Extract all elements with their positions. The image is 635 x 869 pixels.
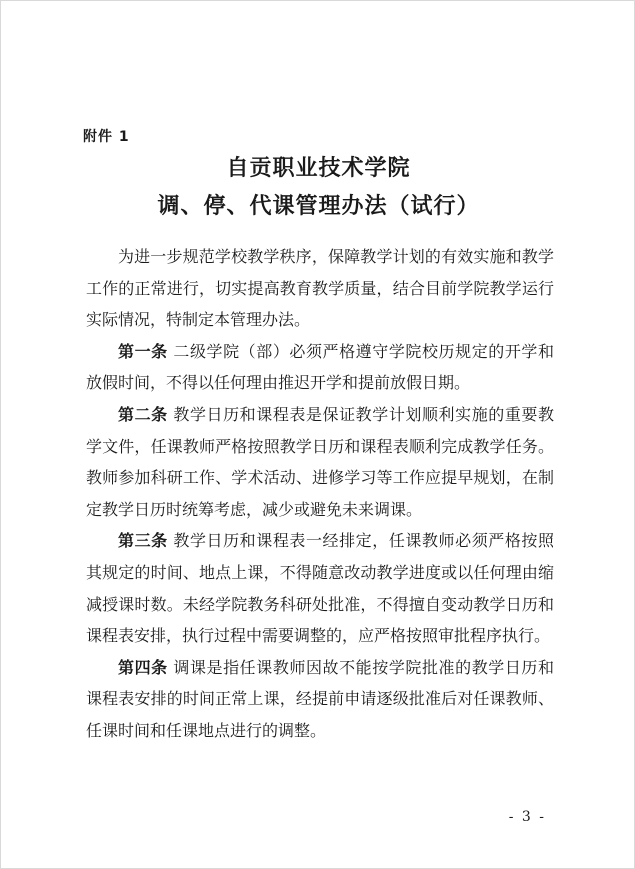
article-1-heading: 第一条	[118, 341, 168, 361]
document-body	[86, 241, 554, 747]
article-4	[86, 652, 554, 747]
article-3-heading: 第三条	[118, 531, 168, 551]
article-1-text: 二级学院（部）必须严格遵守学院校历规定的开学和放假时间，不得以任何理由推迟开学和提前放假日期。	[86, 341, 554, 393]
page-number: - 3 -	[508, 809, 546, 825]
document-title-institution: 自贡职业技术学院	[226, 155, 411, 181]
article-2	[86, 399, 554, 525]
article-1	[86, 336, 554, 399]
attachment-label: 附件 1	[83, 129, 130, 145]
article-2-text: 教学日历和课程表是保证教学计划顺利实施的重要教学文件，任课教师严格按照教学日历和课程表顺利完成教学任务。教师参加科研工作、学术活动、进修学习等工作应提早规划，在制定教学日历时统筹考虑，减少或避免未来调课。	[86, 404, 554, 519]
article-4-heading: 第四条	[118, 657, 168, 677]
article-3	[86, 525, 554, 651]
article-4-text: 调课是指任课教师因故不能按学院批准的教学日历和课程表安排的时间正常上课，经提前申请逐级批准后对任课教师、任课时间和任课地点进行的调整。	[86, 657, 554, 740]
document-title: 调、停、代课管理办法（试行）	[157, 193, 480, 219]
intro-paragraph: 为进一步规范学校教学秩序，保障教学计划的有效实施和教学工作的正常进行，切实提高教育教学质量，结合目前学院教学运行实际情况，特制定本管理办法。	[86, 247, 554, 330]
article-2-heading: 第二条	[118, 404, 168, 424]
article-3-text: 教学日历和课程表一经排定，任课教师必须严格按照其规定的时间、地点上课，不得随意改动教学进度或以任何理由缩减授课时数。未经学院教务科研处批准，不得擅自变动教学日历和课程表安排，执行过程中需要调整的，应严格按照审批程序执行。	[86, 531, 554, 646]
